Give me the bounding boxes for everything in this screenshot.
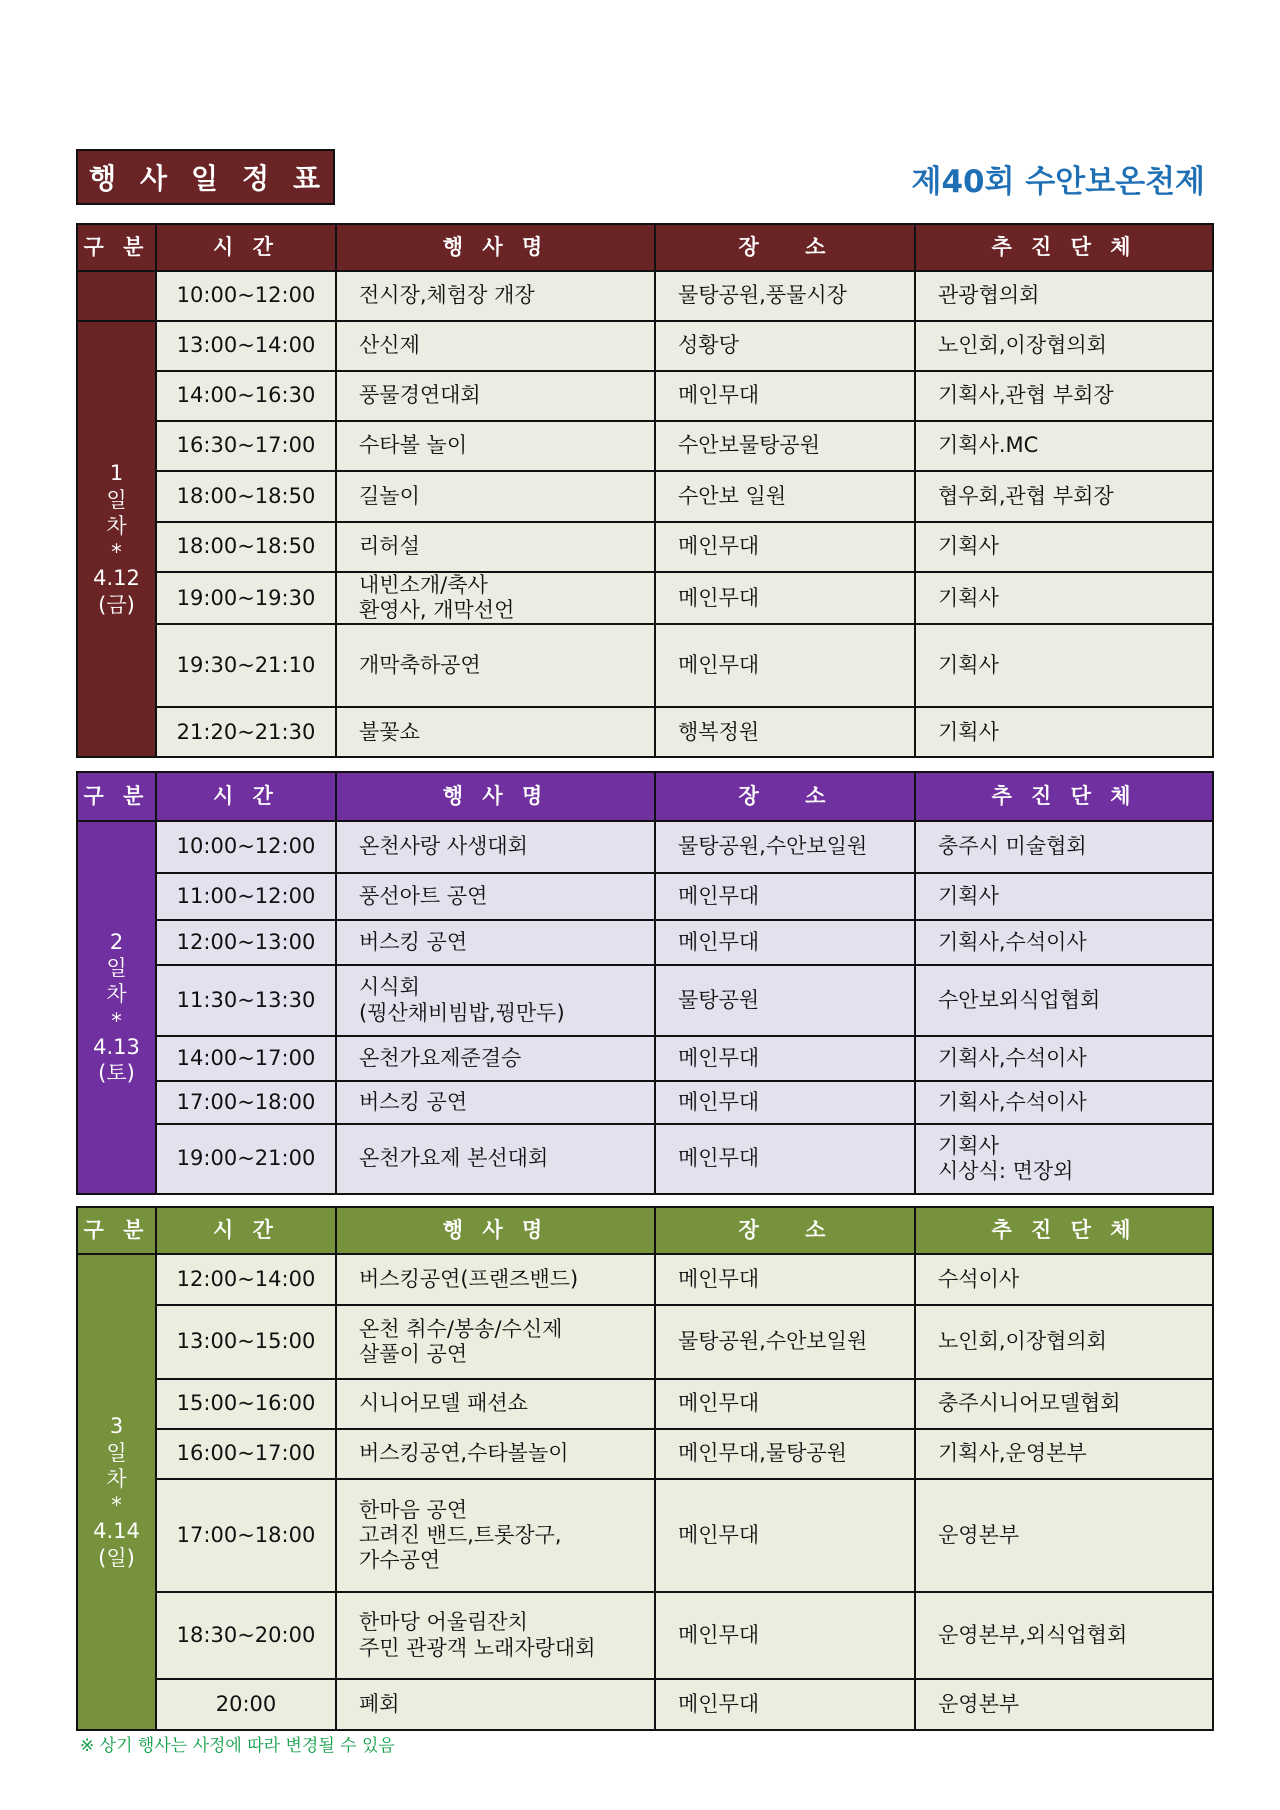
day-label-line: (토)	[98, 1061, 135, 1085]
column-header: 구 분	[77, 1207, 156, 1254]
organizer-cell: 기획사,운영본부	[915, 1429, 1213, 1479]
event-name-cell: 산신제	[336, 321, 655, 371]
place-cell: 메인무대	[655, 1036, 915, 1081]
title-char: 행	[88, 162, 119, 195]
day-label-line: 일	[106, 487, 127, 512]
place-cell: 메인무대	[655, 1081, 915, 1124]
day-label-line: 1	[109, 461, 124, 486]
footnote: ※ 상기 행사는 사정에 따라 변경될 수 있음	[80, 1736, 395, 1756]
column-header: 추 진 단 체	[915, 224, 1213, 271]
table-row	[77, 1592, 1213, 1679]
table-row	[77, 522, 1213, 572]
organizer-cell: 협우회,관협 부회장	[915, 471, 1213, 522]
organizer-cell: 기획사,수석이사	[915, 1081, 1213, 1124]
place-cell: 물탕공원,수안보일원	[655, 1305, 915, 1379]
column-header: 시 간	[156, 772, 336, 821]
organizer-cell: 충주시 미술협회	[915, 821, 1213, 873]
day-label-line: 일	[106, 1440, 127, 1465]
day-label-line: 4.14	[93, 1519, 140, 1544]
organizer-cell: 운영본부	[915, 1479, 1213, 1592]
table-row	[77, 471, 1213, 522]
time-cell: 14:00~17:00	[156, 1036, 336, 1081]
organizer-cell: 기획사,수석이사	[915, 920, 1213, 965]
event-name-cell: 온천 취수/봉송/수신제 살풀이 공연	[336, 1305, 655, 1379]
time-cell: 20:00	[156, 1679, 336, 1730]
header-row	[77, 224, 1213, 271]
organizer-cell: 관광협의회	[915, 271, 1213, 321]
event-name-cell: 내빈소개/축사 환영사, 개막선언	[336, 572, 655, 624]
event-name-cell: 버스킹공연(프랜즈밴드)	[336, 1254, 655, 1305]
event-name-cell: 폐회	[336, 1679, 655, 1730]
time-cell: 10:00~12:00	[156, 821, 336, 873]
table-row	[77, 271, 1213, 321]
day-label-line: 3	[109, 1414, 124, 1439]
place-cell: 메인무대	[655, 920, 915, 965]
table-row	[77, 1429, 1213, 1479]
organizer-cell: 기획사	[915, 572, 1213, 624]
time-cell: 16:00~17:00	[156, 1429, 336, 1479]
place-cell: 메인무대	[655, 624, 915, 707]
place-cell: 메인무대	[655, 873, 915, 920]
time-cell: 11:30~13:30	[156, 965, 336, 1036]
organizer-cell: 운영본부,외식업협회	[915, 1592, 1213, 1679]
organizer-cell: 충주시니어모델협회	[915, 1379, 1213, 1429]
table-row	[77, 371, 1213, 421]
place-cell: 물탕공원,풍물시장	[655, 271, 915, 321]
table-row	[77, 321, 1213, 371]
table-row	[77, 572, 1213, 624]
organizer-cell: 노인회,이장협의회	[915, 321, 1213, 371]
day-label-cell	[77, 1254, 156, 1730]
column-header: 구 분	[77, 224, 156, 271]
column-header: 장 소	[655, 224, 915, 271]
time-cell: 11:00~12:00	[156, 873, 336, 920]
place-cell: 메인무대	[655, 1379, 915, 1429]
organizer-cell: 기획사.MC	[915, 421, 1213, 471]
title-char: 정	[241, 162, 272, 195]
organizer-cell: 기획사	[915, 624, 1213, 707]
place-cell: 메인무대	[655, 1479, 915, 1592]
time-cell: 18:30~20:00	[156, 1592, 336, 1679]
time-cell: 19:00~21:00	[156, 1124, 336, 1194]
event-name-cell: 버스킹공연,수타볼놀이	[336, 1429, 655, 1479]
column-header: 장 소	[655, 1207, 915, 1254]
schedule-title-box	[76, 149, 335, 205]
column-header: 시 간	[156, 224, 336, 271]
time-cell: 13:00~15:00	[156, 1305, 336, 1379]
event-name-cell: 시니어모델 패션쇼	[336, 1379, 655, 1429]
time-cell: 15:00~16:00	[156, 1379, 336, 1429]
day-label-line: 차	[106, 982, 127, 1007]
day-label-line: 차	[106, 1466, 127, 1491]
event-name-cell: 버스킹 공연	[336, 920, 655, 965]
header-row	[77, 772, 1213, 821]
table-row	[77, 1036, 1213, 1081]
event-name-cell: 버스킹 공연	[336, 1081, 655, 1124]
event-name-cell: 온천사랑 사생대회	[336, 821, 655, 873]
time-cell: 19:30~21:10	[156, 624, 336, 707]
header-row	[77, 1207, 1213, 1254]
day3-schedule-table	[76, 1206, 1214, 1731]
day-label-line: 일	[106, 956, 127, 980]
day-label-line: 차	[106, 513, 127, 538]
day1-schedule-table	[76, 223, 1214, 758]
time-cell: 10:00~12:00	[156, 271, 336, 321]
time-cell: 21:20~21:30	[156, 707, 336, 757]
table-row	[77, 1254, 1213, 1305]
table-row	[77, 707, 1213, 757]
organizer-cell: 수안보외식업협회	[915, 965, 1213, 1036]
organizer-cell: 기획사 시상식: 면장외	[915, 1124, 1213, 1194]
event-name-cell: 온천가요제 본선대회	[336, 1124, 655, 1194]
organizer-cell: 운영본부	[915, 1679, 1213, 1730]
event-name-cell: 한마음 공연 고려진 밴드,트롯장구, 가수공연	[336, 1479, 655, 1592]
place-cell: 수안보 일원	[655, 471, 915, 522]
table-row	[77, 624, 1213, 707]
day-label-line: (금)	[98, 592, 135, 617]
place-cell: 메인무대	[655, 1679, 915, 1730]
table-row	[77, 1081, 1213, 1124]
time-cell: 16:30~17:00	[156, 421, 336, 471]
time-cell: 17:00~18:00	[156, 1081, 336, 1124]
place-cell: 행복정원	[655, 707, 915, 757]
place-cell: 수안보물탕공원	[655, 421, 915, 471]
table-row	[77, 965, 1213, 1036]
place-cell: 물탕공원	[655, 965, 915, 1036]
event-name-cell: 불꽃쇼	[336, 707, 655, 757]
time-cell: 14:00~16:30	[156, 371, 336, 421]
festival-title: 제40회 수안보온천제	[911, 164, 1205, 200]
day-label-cell	[77, 821, 156, 1194]
event-name-cell: 한마당 어울림잔치 주민 관광객 노래자랑대회	[336, 1592, 655, 1679]
title-char: 일	[190, 162, 221, 195]
day-cell-empty	[77, 271, 156, 321]
time-cell: 18:00~18:50	[156, 522, 336, 572]
day-label-cell	[77, 321, 156, 757]
organizer-cell: 기획사	[915, 873, 1213, 920]
table-row	[77, 1124, 1213, 1194]
day2-schedule-table	[76, 771, 1214, 1195]
organizer-cell: 노인회,이장협의회	[915, 1305, 1213, 1379]
event-name-cell: 온천가요제준결승	[336, 1036, 655, 1081]
place-cell: 성황당	[655, 321, 915, 371]
time-cell: 17:00~18:00	[156, 1479, 336, 1592]
organizer-cell: 기획사	[915, 522, 1213, 572]
event-name-cell: 전시장,체험장 개장	[336, 271, 655, 321]
column-header: 추 진 단 체	[915, 772, 1213, 821]
place-cell: 메인무대	[655, 1592, 915, 1679]
event-name-cell: 리허설	[336, 522, 655, 572]
place-cell: 메인무대	[655, 371, 915, 421]
organizer-cell: 기획사,수석이사	[915, 1036, 1213, 1081]
table-row	[77, 1379, 1213, 1429]
place-cell: 메인무대,물탕공원	[655, 1429, 915, 1479]
place-cell: 메인무대	[655, 572, 915, 624]
event-name-cell: 개막축하공연	[336, 624, 655, 707]
table-row	[77, 920, 1213, 965]
time-cell: 18:00~18:50	[156, 471, 336, 522]
column-header: 행 사 명	[336, 772, 655, 821]
place-cell: 메인무대	[655, 1254, 915, 1305]
organizer-cell: 수석이사	[915, 1254, 1213, 1305]
event-name-cell: 시식회 (꿩산채비빔밥,꿩만두)	[336, 965, 655, 1036]
place-cell: 메인무대	[655, 522, 915, 572]
table-row	[77, 1679, 1213, 1730]
time-cell: 12:00~13:00	[156, 920, 336, 965]
event-name-cell: 풍선아트 공연	[336, 873, 655, 920]
column-header: 장 소	[655, 772, 915, 821]
column-header: 행 사 명	[336, 1207, 655, 1254]
column-header: 구 분	[77, 772, 156, 821]
event-name-cell: 풍물경연대회	[336, 371, 655, 421]
day-label-line: 4.13	[93, 1034, 140, 1059]
table-row	[77, 1479, 1213, 1592]
day-label-line: *	[111, 1008, 122, 1033]
organizer-cell: 기획사,관협 부회장	[915, 371, 1213, 421]
time-cell: 12:00~14:00	[156, 1254, 336, 1305]
column-header: 행 사 명	[336, 224, 655, 271]
table-row	[77, 421, 1213, 471]
place-cell: 물탕공원,수안보일원	[655, 821, 915, 873]
table-row	[77, 873, 1213, 920]
day-label-line: *	[111, 540, 122, 565]
event-name-cell: 길놀이	[336, 471, 655, 522]
place-cell: 메인무대	[655, 1124, 915, 1194]
day-label-line: *	[111, 1493, 122, 1517]
day-label-line: (일)	[98, 1545, 135, 1570]
title-char: 표	[292, 162, 323, 195]
column-header: 추 진 단 체	[915, 1207, 1213, 1254]
column-header: 시 간	[156, 1207, 336, 1254]
day-label-line: 2	[109, 929, 124, 954]
organizer-cell: 기획사	[915, 707, 1213, 757]
time-cell: 13:00~14:00	[156, 321, 336, 371]
table-row	[77, 821, 1213, 873]
table-row	[77, 1305, 1213, 1379]
time-cell: 19:00~19:30	[156, 572, 336, 624]
event-name-cell: 수타볼 놀이	[336, 421, 655, 471]
day-label-line: 4.12	[93, 566, 140, 591]
title-char: 사	[139, 162, 170, 195]
